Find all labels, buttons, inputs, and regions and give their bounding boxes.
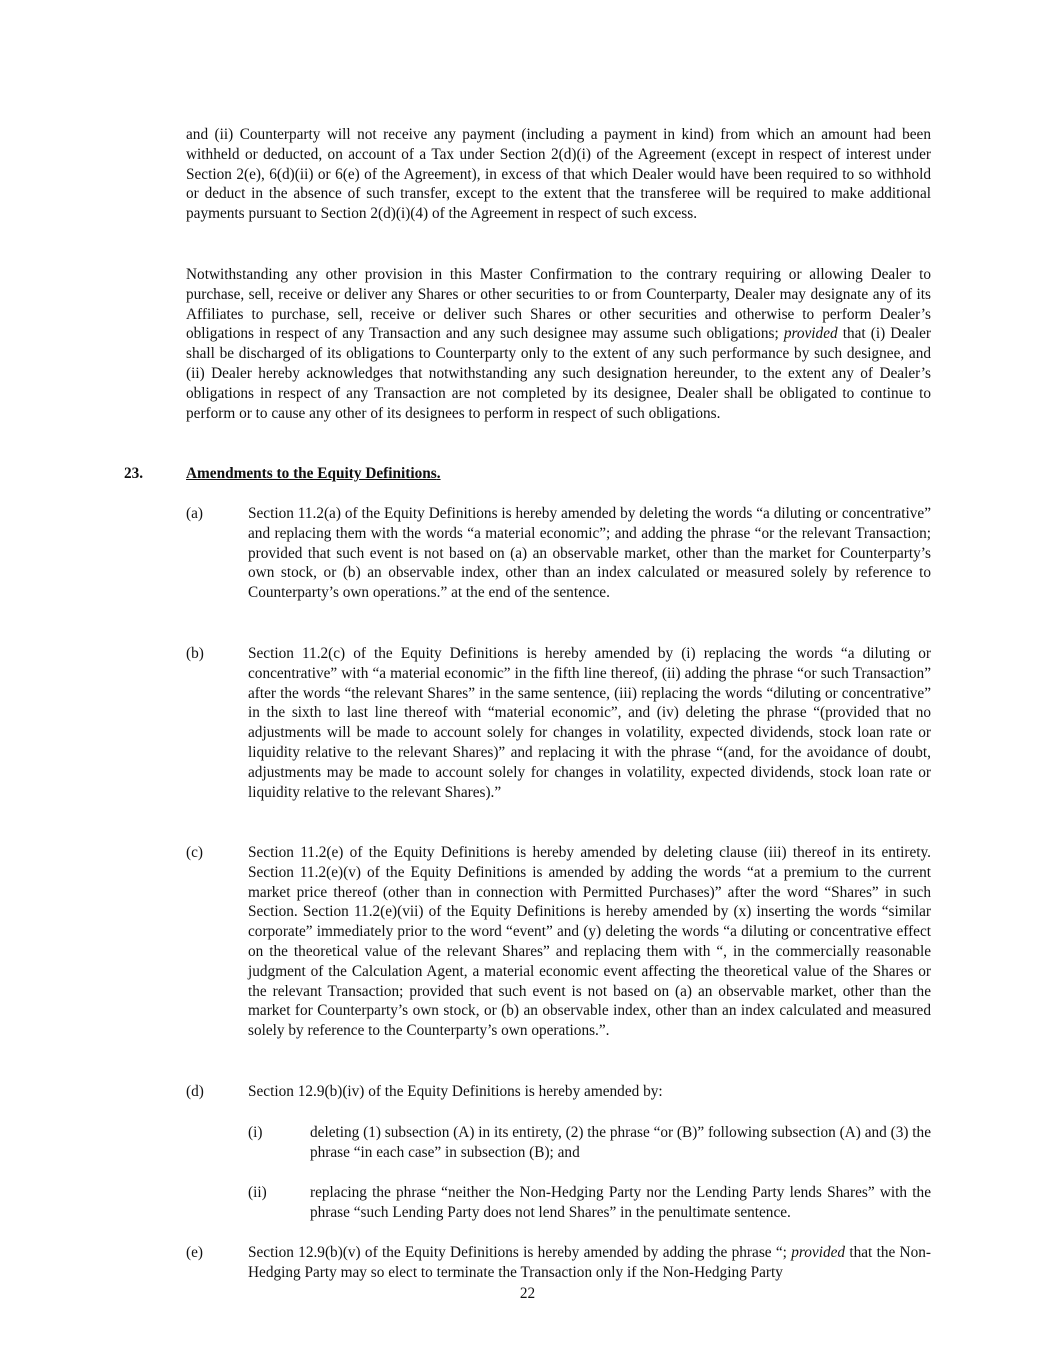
list-item-label: (b) xyxy=(186,645,204,662)
list-item-text-part1: Section 12.9(b)(v) of the Equity Definitions is hereby amended by adding the phrase “; xyxy=(248,1244,792,1261)
sub-list-item-ii xyxy=(248,1183,931,1223)
list-item-text: Section 11.2(c) of the Equity Definitions is hereby amended by (i) replacing the words “a diluting or concentrative” with “a material economic” in the fifth line thereof, (ii) adding the phrase “or such Transaction” after the words “the relevant Shares” in the same sentence, (iii) replacing the words “diluting or concentrative” in the sixth to last line thereof with “material economic”, and (iv) deleting the phrase “(provided that no adjustments will be made to account solely for changes in volatility, expected dividends, stock loan rate or liquidity relative to the relevant Shares)” and replacing it with the phrase “(and, for the avoidance of doubt, adjustments may be made to account solely for changes in volatility, expected dividends, stock loan rate or liquidity relative to the relevant Shares).” xyxy=(248,645,931,801)
list-item-b xyxy=(186,644,931,802)
list-item-label: (c) xyxy=(186,844,203,861)
paragraph-tax-withholding: and (ii) Counterparty will not receive any payment (including a payment in kind) from which an amount had been withheld or deducted, on account of a Tax under Section 2(d)(i) of the Agreement (except in respect of interest under Section 2(e), 6(d)(ii) or 6(e) of the Agreement), in excess of that which Dealer would have been required to so withhold or deduct in the absence of such transfer, except to the extent that the transferee will be required to make additional payments pursuant to Section 2(d)(i)(4) of the Agreement in respect of such excess. xyxy=(186,126,931,223)
sub-list-item-label: (i) xyxy=(248,1124,263,1141)
list-item-text: Section 11.2(e) of the Equity Definitions is hereby amended by deleting clause (iii) thereof in its entirety. Section 11.2(e)(v) of the Equity Definitions is amended by adding the words “at a premium to the current market price thereof (other than in connection with Permitted Purchases)” after the word “Shares” in such Section. Section 11.2(e)(vii) of the Equity Definitions is hereby amended by (x) inserting the words “similar corporate” immediately prior to the word “event” and (y) deleting the words “a diluting or concentrative effect on the theoretical value of the relevant Shares” and replacing them with “, in the commercially reasonable judgment of the Calculation Agent, a material economic event affecting the theoretical value of the Shares or the relevant Transaction; provided that such event is not based on (a) an observable market, other than the market for Counterparty’s own stock, or (b) an observable index, other than an index calculated and measured solely by reference to the Counterparty’s own operations.”. xyxy=(248,844,931,1040)
provided-italic: provided xyxy=(783,325,838,343)
list-item-text xyxy=(248,1243,931,1283)
section-title-period: . xyxy=(436,465,441,482)
sub-list-item-i xyxy=(248,1123,931,1163)
paragraph-dealer-designation-part1: Notwithstanding any other provision in this Master Confirmation to the contrary requiring or allowing Dealer to purchase, sell, receive or deliver any Shares or other securities to or from Counterparty, Dealer may designate any of its Affiliates to purchase, sell, receive or deliver such Shares or other securities and otherwise to perform Dealer’s obligations in respect of any Transaction and any such designee may assume such obligations; xyxy=(186,266,931,343)
paragraph-dealer-designation xyxy=(186,265,931,423)
list-item-text: Section 11.2(a) of the Equity Definitions is hereby amended by deleting the words “a diluting or concentrative” and replacing them with the words “a material economic”; and adding the phrase “or the relevant Transaction; provided that such event is not based on (a) an observable market, other than the market for Counterparty’s own stock, or (b) an observable index, other than an index calculated or measured solely by reference to Counterparty’s own operations.” at the end of the sentence. xyxy=(248,505,931,602)
list-item-d xyxy=(186,1082,931,1102)
sub-list-item-label: (ii) xyxy=(248,1184,267,1201)
section-number: 23. xyxy=(124,465,144,482)
page-number: 22 xyxy=(519,1285,536,1302)
list-item-e xyxy=(186,1243,931,1283)
list-item-label: (a) xyxy=(186,505,203,522)
list-item-text: Section 12.9(b)(iv) of the Equity Definitions is hereby amended by: xyxy=(248,1083,663,1100)
provided-italic: provided xyxy=(791,1244,846,1261)
list-item-label: (e) xyxy=(186,1244,203,1261)
list-item-label: (d) xyxy=(186,1083,204,1100)
list-item-text-part2: that the Non-Hedging Party may so elect to terminate the Transaction only if the Non-Hedging Party xyxy=(248,1244,931,1281)
paragraph-dealer-designation-part2: that (i) Dealer shall be discharged of its obligations to Counterparty only to the extent of any such performance by such designee, and (ii) Dealer hereby acknowledges that notwithstanding any such designation hereunder, to the extent any of Dealer’s obligations in respect of any Transaction are not completed by its designee, Dealer shall be obligated to continue to perform or to cause any other of its designees to perform in respect of such obligations. xyxy=(186,325,931,422)
sub-list-item-text: deleting (1) subsection (A) in its entirety, (2) the phrase “or (B)” following subsection (A) and (3) the phrase “in each case” in subsection (B); and xyxy=(310,1124,931,1161)
sub-list-item-text: replacing the phrase “neither the Non-Hedging Party nor the Lending Party lends Shares” with the phrase “such Lending Party does not lend Shares” in the penultimate sentence. xyxy=(310,1184,931,1221)
section-title-text: Amendments to the Equity Definitions xyxy=(186,465,437,482)
section-title xyxy=(186,464,441,484)
list-item-c xyxy=(186,843,931,1041)
list-item-a xyxy=(186,504,931,603)
